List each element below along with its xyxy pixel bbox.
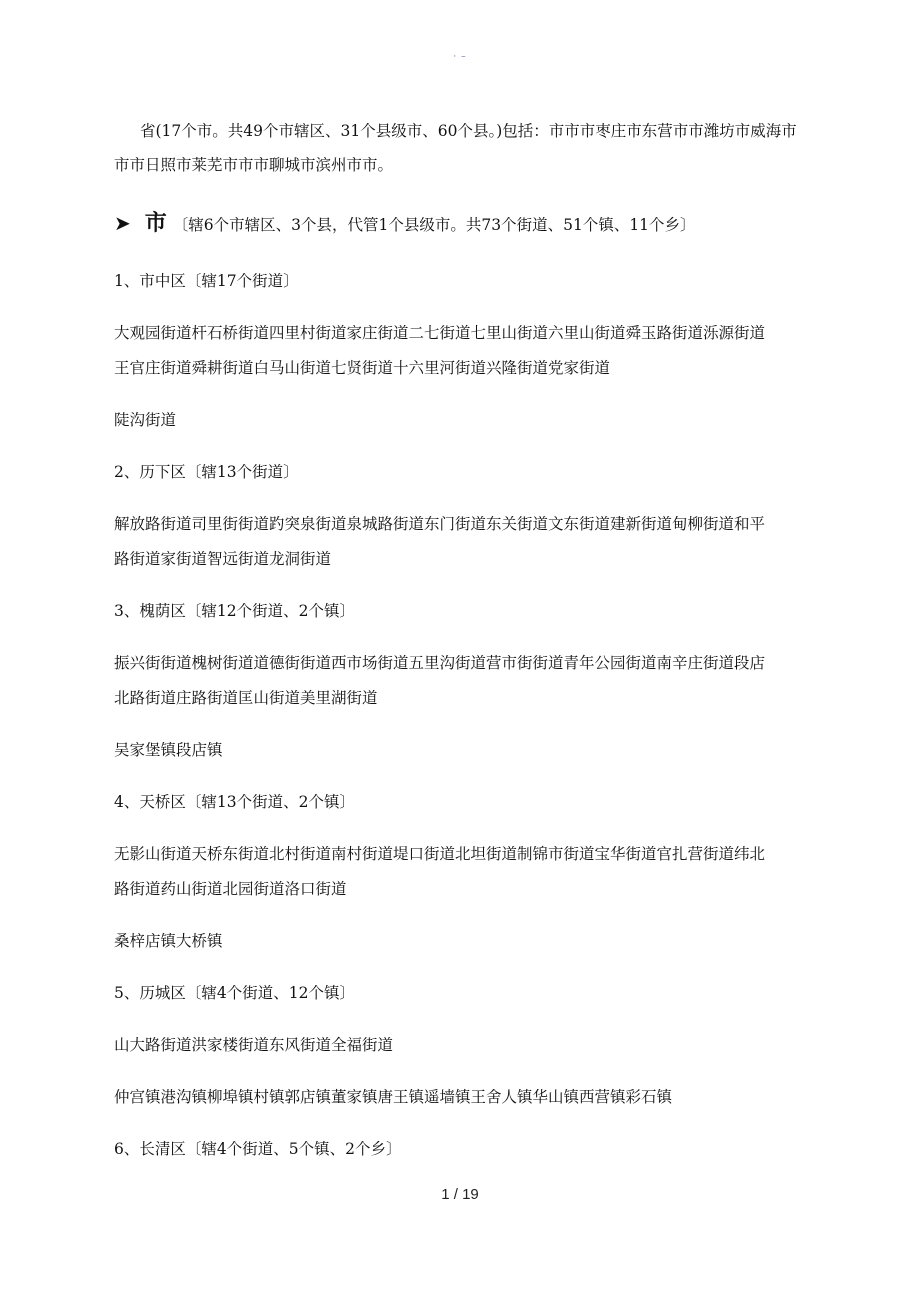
town-list-line: 吴家堡镇段店镇 — [114, 741, 223, 759]
district-heading: 5、历城区〔辖4个街道、12个镇〕 — [114, 984, 355, 1002]
street-list-line: 山大路街道洪家楼街道东风街道全福街道 — [114, 1036, 394, 1054]
page-number: 1 / 19 — [441, 1186, 479, 1203]
street-list-line: 北路街道庄路街道匡山街道美里湖街道 — [114, 689, 378, 707]
district-heading: 1、市中区〔辖17个街道〕 — [114, 272, 299, 290]
street-list-line: 解放路街道司里街街道趵突泉街道泉城路街道东门街道东关街道文东街道建新街道甸柳街道和平 — [114, 515, 766, 533]
street-list-line: 王官庄街道舜耕街道白马山街道七贤街道十六里河街道兴隆街道党家街道 — [114, 359, 611, 377]
street-list-line: 路街道药山街道北园街道洛口街道 — [114, 880, 347, 898]
district-heading: 3、槐荫区〔辖12个街道、2个镇〕 — [114, 602, 355, 620]
city-description: 〔辖6个市辖区、3个县，代管1个县级市。共73个街道、51个镇、11个乡〕 — [172, 216, 696, 234]
header-mark: · – — [453, 52, 467, 62]
street-list-line: 大观园街道杆石桥街道四里村街道家庄街道二七街道七里山街道六里山街道舜玉路街道泺源街道 — [114, 324, 766, 342]
city-name: 市 — [144, 210, 167, 236]
street-list-line: 无影山街道天桥东街道北村街道南村街道堤口街道北坦街道制锦市街道宝华街道官扎营街道纬北 — [114, 845, 766, 863]
arrow-bullet-icon: ➤ — [114, 211, 131, 235]
town-list-line: 仲宫镇港沟镇柳埠镇村镇郭店镇董家镇唐王镇遥墙镇王舍人镇华山镇西营镇彩石镇 — [114, 1088, 673, 1106]
street-list-line: 路街道家街道智远街道龙洞街道 — [114, 550, 332, 568]
district-heading: 2、历下区〔辖13个街道〕 — [114, 463, 299, 481]
town-list-line: 桑梓店镇大桥镇 — [114, 932, 223, 950]
street-list-line: 陡沟街道 — [114, 411, 177, 429]
city-heading — [114, 206, 804, 242]
intro-paragraph: 省(17个市。共49个市辖区、31个县级市、60个县。)包括：市市市枣庄市东营市市潍坊市威海市市市日照市莱芜市市市聊城市滨州市市。 — [114, 122, 797, 174]
street-list-line: 振兴街街道槐树街道道德街街道西市场街道五里沟街道营市街街道青年公园街道南辛庄街道段店 — [114, 654, 766, 672]
district-heading: 6、长清区〔辖4个街道、5个镇、2个乡〕 — [114, 1140, 402, 1158]
district-heading: 4、天桥区〔辖13个街道、2个镇〕 — [114, 793, 355, 811]
